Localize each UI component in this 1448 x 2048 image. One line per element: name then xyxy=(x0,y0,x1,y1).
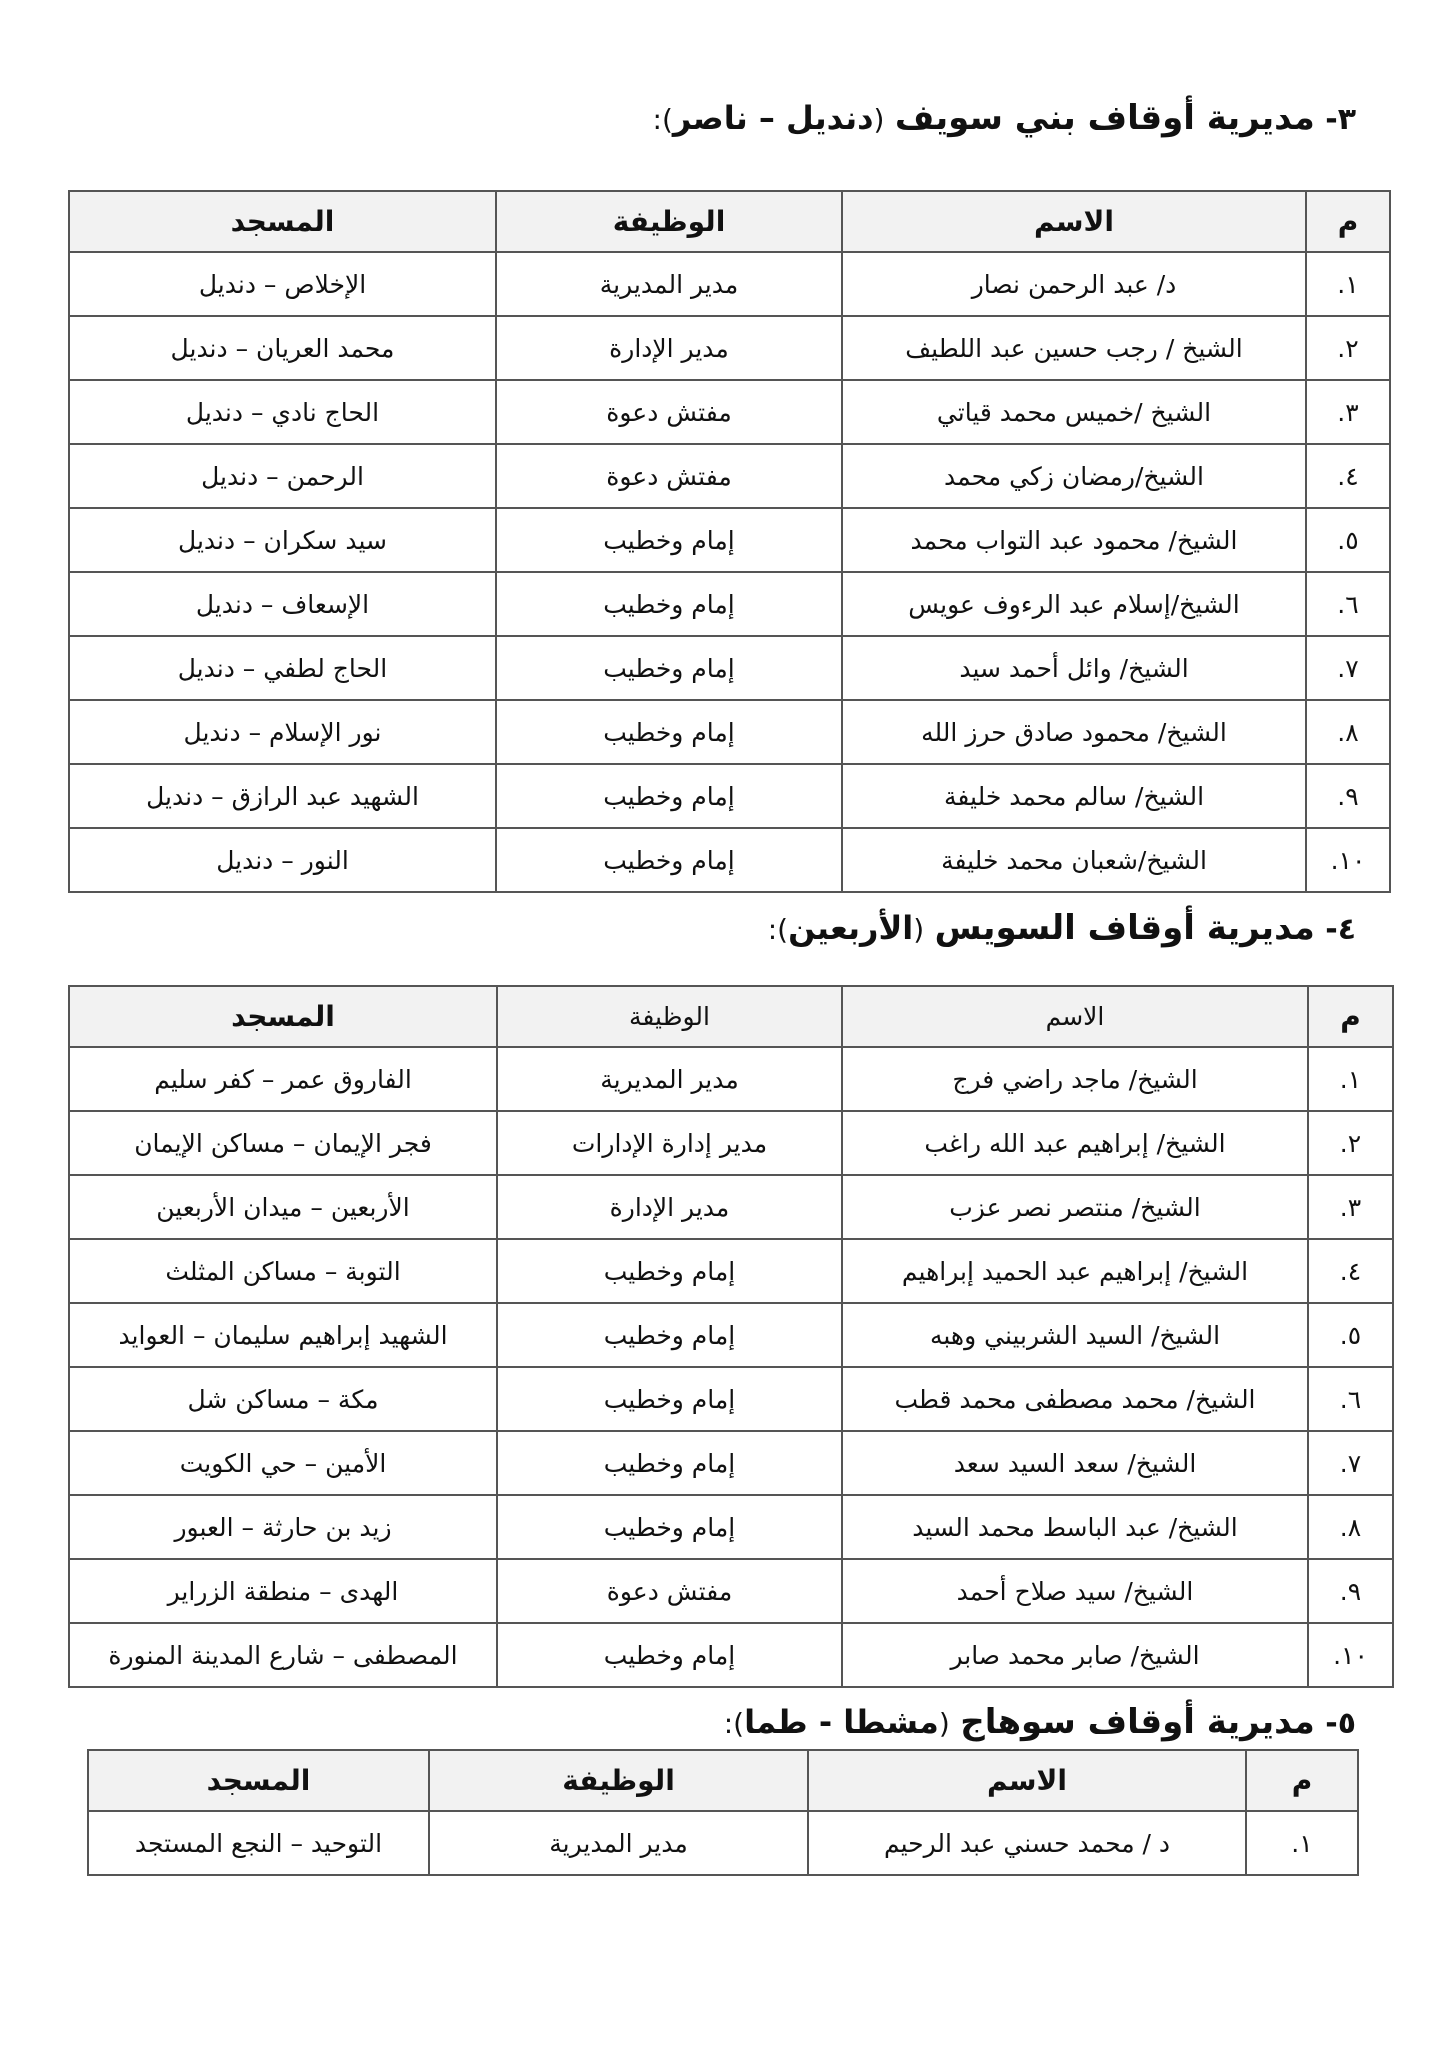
row-index: ١. xyxy=(1306,252,1390,316)
row-mosque: التوحيد – النجع المستجد xyxy=(88,1811,429,1875)
table-row xyxy=(69,1431,1393,1495)
row-role: إمام وخطيب xyxy=(496,828,842,892)
row-name: الشيخ/إسلام عبد الرءوف عويس xyxy=(842,572,1306,636)
table-row xyxy=(69,1175,1393,1239)
row-index: ٥. xyxy=(1306,508,1390,572)
section-title: مديرية أوقاف بني سويف xyxy=(894,98,1315,138)
row-name: الشيخ/ إبراهيم عبد الحميد إبراهيم xyxy=(842,1239,1308,1303)
row-index: ١. xyxy=(1246,1811,1358,1875)
row-index: ٢. xyxy=(1308,1111,1393,1175)
row-name: الشيخ/ إبراهيم عبد الله راغب xyxy=(842,1111,1308,1175)
row-name: الشيخ/شعبان محمد خليفة xyxy=(842,828,1306,892)
table-row xyxy=(69,1111,1393,1175)
header-mosque: المسجد xyxy=(69,986,497,1047)
staff-table-beni-suef xyxy=(68,190,1391,893)
row-role: مدير إدارة الإدارات xyxy=(497,1111,842,1175)
header-role: الوظيفة xyxy=(496,191,842,252)
header-index: م xyxy=(1308,986,1393,1047)
table-row xyxy=(69,316,1390,380)
row-index: ٧. xyxy=(1308,1431,1393,1495)
table-row xyxy=(69,252,1390,316)
row-index: ٥. xyxy=(1308,1303,1393,1367)
row-mosque: زيد بن حارثة – العبور xyxy=(69,1495,497,1559)
row-index: ٢. xyxy=(1306,316,1390,380)
row-mosque: الإخلاص – دنديل xyxy=(69,252,496,316)
table-row xyxy=(69,1303,1393,1367)
row-name: الشيخ/ السيد الشربيني وهبه xyxy=(842,1303,1308,1367)
header-index: م xyxy=(1246,1750,1358,1811)
staff-table-suez xyxy=(68,985,1394,1688)
row-role: إمام وخطيب xyxy=(497,1303,842,1367)
row-index: ٦. xyxy=(1306,572,1390,636)
table-header-row xyxy=(88,1750,1358,1811)
row-role: إمام وخطيب xyxy=(497,1431,842,1495)
section-title: مديرية أوقاف السويس xyxy=(934,908,1315,948)
section-number: ٥- xyxy=(1325,1706,1356,1741)
row-name: الشيخ/ وائل أحمد سيد xyxy=(842,636,1306,700)
section-qualifier: الأربعين xyxy=(788,909,914,947)
header-role: الوظيفة xyxy=(429,1750,808,1811)
row-name: الشيخ/ ماجد راضي فرج xyxy=(842,1047,1308,1111)
row-mosque: الإسعاف – دنديل xyxy=(69,572,496,636)
header-mosque: المسجد xyxy=(88,1750,429,1811)
row-role: مدير المديرية xyxy=(497,1047,842,1111)
row-role: إمام وخطيب xyxy=(497,1495,842,1559)
header-role: الوظيفة xyxy=(497,986,842,1047)
row-name: الشيخ/ سعد السيد سعد xyxy=(842,1431,1308,1495)
row-name: الشيخ/ محمد مصطفى محمد قطب xyxy=(842,1367,1308,1431)
row-name: الشيخ/ منتصر نصر عزب xyxy=(842,1175,1308,1239)
table-row xyxy=(69,572,1390,636)
header-mosque: المسجد xyxy=(69,191,496,252)
table-row xyxy=(69,636,1390,700)
table-row xyxy=(69,444,1390,508)
row-role: إمام وخطيب xyxy=(496,700,842,764)
row-mosque: الشهيد عبد الرازق – دنديل xyxy=(69,764,496,828)
table-row xyxy=(69,1623,1393,1687)
row-mosque: فجر الإيمان – مساكن الإيمان xyxy=(69,1111,497,1175)
row-index: ١٠. xyxy=(1306,828,1390,892)
row-name: الشيخ/ سالم محمد خليفة xyxy=(842,764,1306,828)
table-row xyxy=(69,380,1390,444)
section-qualifier: مشطا - طما xyxy=(744,1703,939,1741)
table-row xyxy=(69,764,1390,828)
row-index: ٦. xyxy=(1308,1367,1393,1431)
row-index: ٨. xyxy=(1308,1495,1393,1559)
section-number: ٤- xyxy=(1325,912,1356,947)
row-mosque: الرحمن – دنديل xyxy=(69,444,496,508)
row-index: ١٠. xyxy=(1308,1623,1393,1687)
staff-table-sohag xyxy=(87,1749,1359,1876)
row-index: ٨. xyxy=(1306,700,1390,764)
table-row xyxy=(69,1047,1393,1111)
row-index: ٩. xyxy=(1308,1559,1393,1623)
row-role: مدير الإدارة xyxy=(497,1175,842,1239)
row-name: د/ عبد الرحمن نصار xyxy=(842,252,1306,316)
row-mosque: المصطفى – شارع المدينة المنورة xyxy=(69,1623,497,1687)
section-heading-beni-suef: ٣- مديرية أوقاف بني سويف (دنديل – ناصر): xyxy=(652,98,1356,138)
row-role: مدير الإدارة xyxy=(496,316,842,380)
row-name: الشيخ /خميس محمد قياتي xyxy=(842,380,1306,444)
row-name: الشيخ/ محمود صادق حرز الله xyxy=(842,700,1306,764)
row-role: مفتش دعوة xyxy=(497,1559,842,1623)
row-index: ٣. xyxy=(1308,1175,1393,1239)
row-name: الشيخ/ سيد صلاح أحمد xyxy=(842,1559,1308,1623)
section-qualifier: دنديل – ناصر xyxy=(672,99,874,137)
row-index: ٤. xyxy=(1306,444,1390,508)
row-mosque: مكة – مساكن شل xyxy=(69,1367,497,1431)
row-role: مدير المديرية xyxy=(496,252,842,316)
row-mosque: الشهيد إبراهيم سليمان – العوايد xyxy=(69,1303,497,1367)
header-name: الاسم xyxy=(808,1750,1246,1811)
row-role: إمام وخطيب xyxy=(497,1239,842,1303)
row-index: ٩. xyxy=(1306,764,1390,828)
row-index: ٧. xyxy=(1306,636,1390,700)
row-mosque: الحاج لطفي – دنديل xyxy=(69,636,496,700)
row-mosque: التوبة – مساكن المثلث xyxy=(69,1239,497,1303)
row-role: مفتش دعوة xyxy=(496,444,842,508)
row-mosque: نور الإسلام – دنديل xyxy=(69,700,496,764)
row-role: مفتش دعوة xyxy=(496,380,842,444)
row-mosque: محمد العريان – دنديل xyxy=(69,316,496,380)
row-mosque: الحاج نادي – دنديل xyxy=(69,380,496,444)
table-row xyxy=(69,508,1390,572)
table-row xyxy=(69,1559,1393,1623)
table-header-row xyxy=(69,191,1390,252)
row-name: الشيخ/رمضان زكي محمد xyxy=(842,444,1306,508)
row-index: ٣. xyxy=(1306,380,1390,444)
table-row xyxy=(69,828,1390,892)
table-row xyxy=(69,1495,1393,1559)
header-index: م xyxy=(1306,191,1390,252)
table-header-row xyxy=(69,986,1393,1047)
row-role: إمام وخطيب xyxy=(496,636,842,700)
header-name: الاسم xyxy=(842,191,1306,252)
row-role: إمام وخطيب xyxy=(497,1367,842,1431)
row-role: إمام وخطيب xyxy=(497,1623,842,1687)
row-mosque: الأربعين – ميدان الأربعين xyxy=(69,1175,497,1239)
row-role: إمام وخطيب xyxy=(496,572,842,636)
row-name: الشيخ/ محمود عبد التواب محمد xyxy=(842,508,1306,572)
row-mosque: سيد سكران – دنديل xyxy=(69,508,496,572)
row-name: الشيخ/ صابر محمد صابر xyxy=(842,1623,1308,1687)
row-index: ١. xyxy=(1308,1047,1393,1111)
row-name: الشيخ / رجب حسين عبد اللطيف xyxy=(842,316,1306,380)
table-row xyxy=(69,700,1390,764)
header-name: الاسم xyxy=(842,986,1308,1047)
table-row xyxy=(69,1239,1393,1303)
row-mosque: النور – دنديل xyxy=(69,828,496,892)
row-name: الشيخ/ عبد الباسط محمد السيد xyxy=(842,1495,1308,1559)
section-title: مديرية أوقاف سوهاج xyxy=(960,1702,1315,1742)
row-role: إمام وخطيب xyxy=(496,764,842,828)
section-heading-sohag: ٥- مديرية أوقاف سوهاج (مشطا - طما): xyxy=(723,1702,1356,1742)
row-mosque: الأمين – حي الكويت xyxy=(69,1431,497,1495)
section-heading-suez: ٤- مديرية أوقاف السويس (الأربعين): xyxy=(767,908,1356,948)
row-mosque: الهدى – منطقة الزراير xyxy=(69,1559,497,1623)
row-name: د / محمد حسني عبد الرحيم xyxy=(808,1811,1246,1875)
row-index: ٤. xyxy=(1308,1239,1393,1303)
section-number: ٣- xyxy=(1325,102,1356,137)
table-row xyxy=(88,1811,1358,1875)
row-role: إمام وخطيب xyxy=(496,508,842,572)
row-mosque: الفاروق عمر – كفر سليم xyxy=(69,1047,497,1111)
row-role: مدير المديرية xyxy=(429,1811,808,1875)
table-row xyxy=(69,1367,1393,1431)
